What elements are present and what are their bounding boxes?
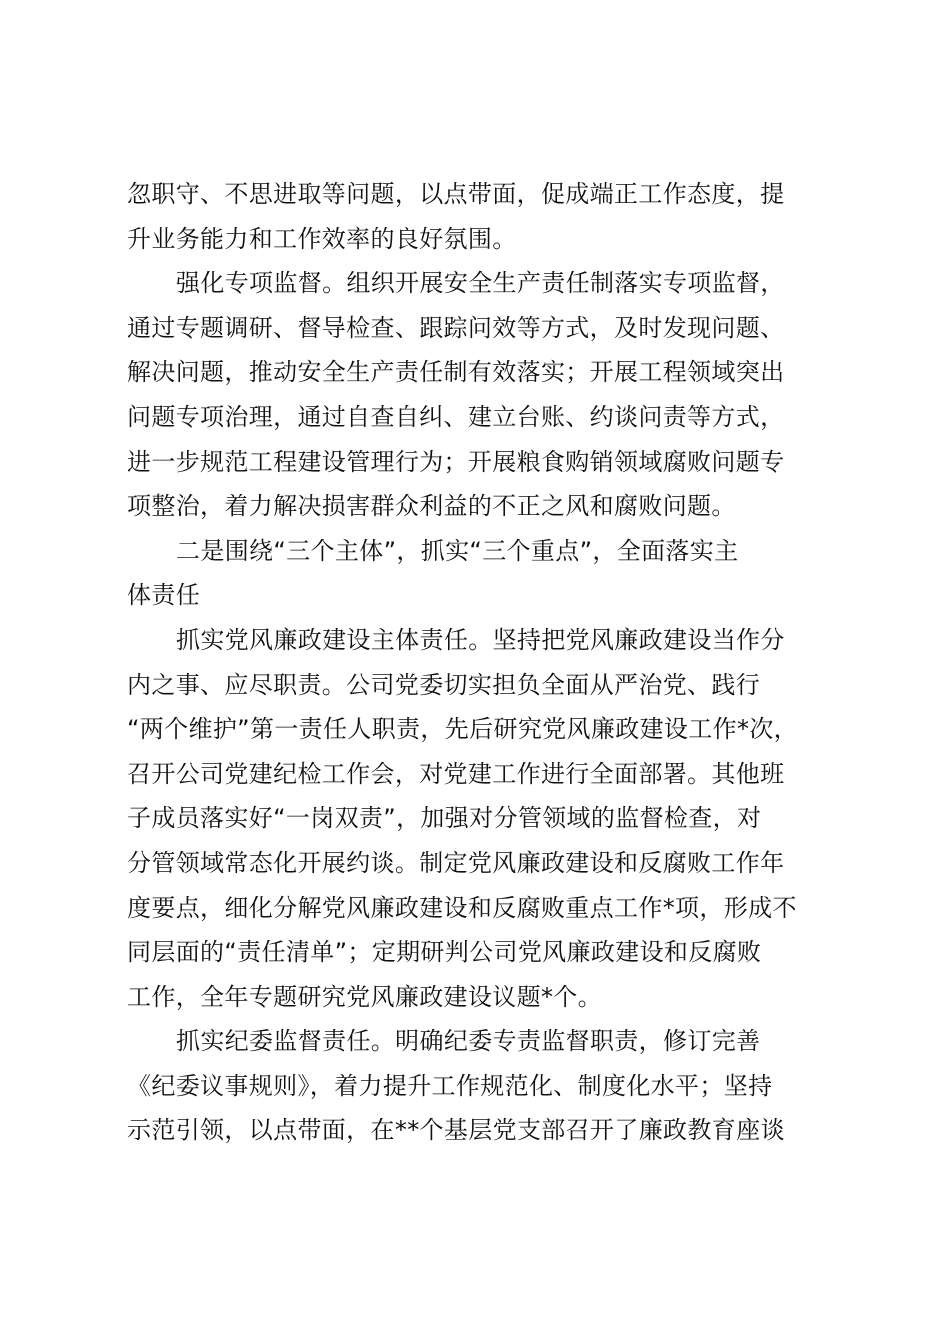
paragraph-heading-line: 抓实纪委监督责任。明确纪委专责监督职责，修订完善 bbox=[176, 1027, 761, 1056]
text-line: 同层面的“责任清单”；定期研判公司党风廉政建设和反腐败 bbox=[127, 938, 762, 967]
text-line: 召开公司党建纪检工作会，对党建工作进行全面部署。其他班 bbox=[127, 759, 785, 788]
text-line: 子成员落实好“一岗双责”，加强对分管领域的监督检查，对 bbox=[127, 804, 762, 833]
text-line: 通过专题调研、督导检查、跟踪问效等方式，及时发现问题、 bbox=[127, 313, 785, 342]
text-line: 《纪委议事规则》，着力提升工作规范化、制度化水平；坚持 bbox=[127, 1071, 773, 1100]
text-line: 升业务能力和工作效率的良好氛围。 bbox=[127, 224, 517, 253]
text-line: 示范引领，以点带面，在**个基层党支部召开了廉政教育座谈 bbox=[127, 1116, 785, 1145]
text-line: 度要点，细化分解党风廉政建设和反腐败重点工作*项，形成不 bbox=[127, 893, 797, 922]
document-body bbox=[127, 172, 827, 1153]
text-line: 解决问题，推动安全生产责任制有效落实；开展工程领域突出 bbox=[127, 358, 785, 387]
text-line: 项整治，着力解决损害群众利益的不正之风和腐败问题。 bbox=[127, 492, 736, 521]
section-heading-line: 体责任 bbox=[127, 581, 201, 610]
section-heading-line: 二是围绕“三个主体”，抓实“三个重点”，全面落实主 bbox=[176, 536, 739, 565]
text-line: 工作，全年专题研究党风廉政建设议题*个。 bbox=[127, 982, 602, 1011]
text-line: 忽职守、不思进取等问题，以点带面，促成端正工作态度，提 bbox=[127, 180, 785, 208]
paragraph-heading-line: 抓实党风廉政建设主体责任。坚持把党风廉政建设当作分 bbox=[176, 625, 785, 654]
text-line: 问题专项治理，通过自查自纠、建立台账、约谈问责等方式， bbox=[127, 402, 785, 431]
paragraph-heading-line: 强化专项监督。组织开展安全生产责任制落实专项监督， bbox=[176, 269, 785, 298]
text-line: 内之事、应尽职责。公司党委切实担负全面从严治党、践行 bbox=[127, 670, 761, 699]
text-line: 分管领域常态化开展约谈。制定党风廉政建设和反腐败工作年 bbox=[127, 848, 785, 877]
text-line: 进一步规范工程建设管理行为；开展粮食购销领域腐败问题专 bbox=[127, 447, 785, 476]
text-line: “两个维护”第一责任人职责，先后研究党风廉政建设工作*次， bbox=[127, 715, 799, 744]
